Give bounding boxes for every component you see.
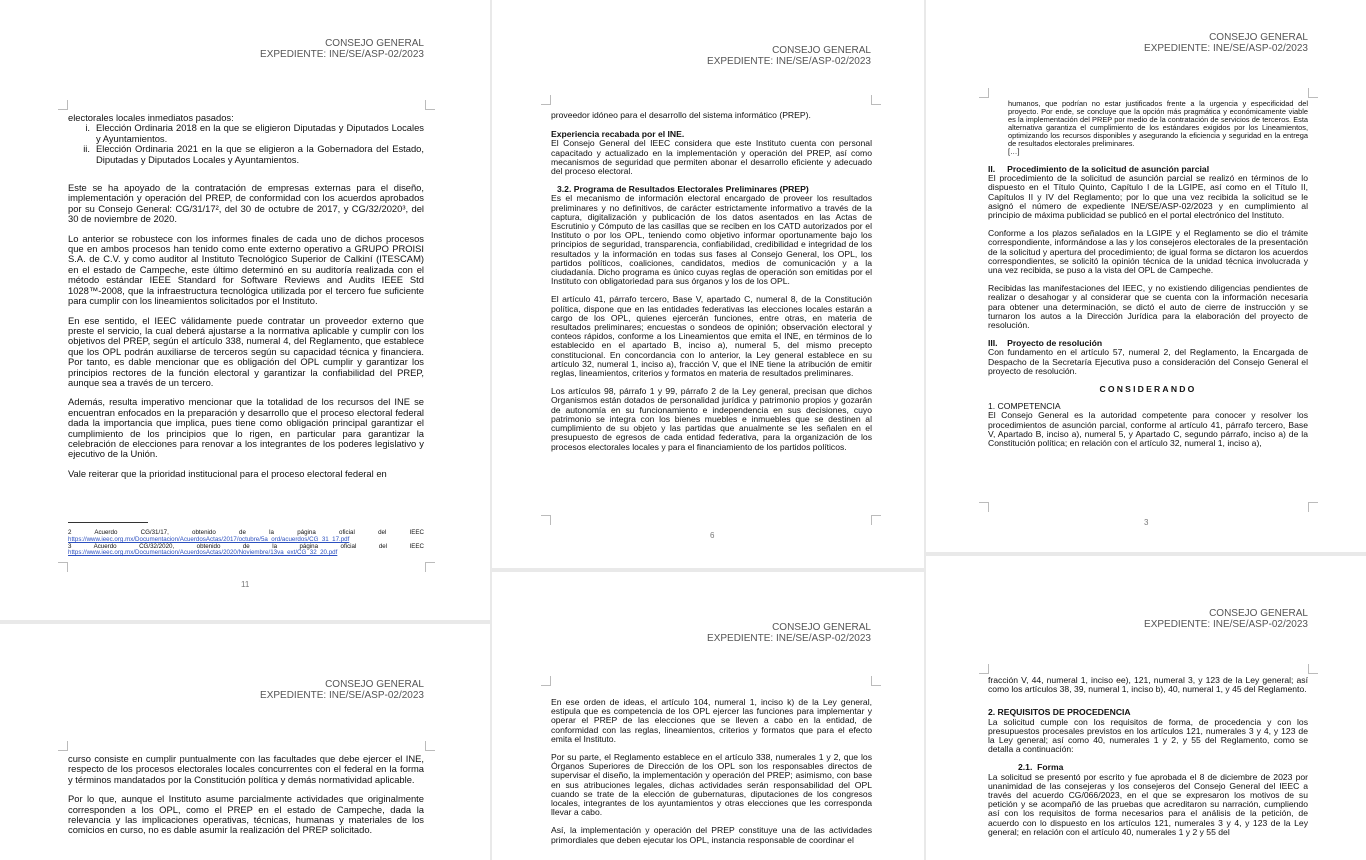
paragraph: En ese orden de ideas, el artículo 104, numeral 1, inciso k) de la Ley general, estipula que es competencia de los OPL ejercer las funciones para implementar y operar el PREP de las elecciones que se lleven a cabo en la entidad, de conformidad con las reglas, lineamientos, criterios y formatos que para el efecto emita el Instituto. — [551, 697, 872, 744]
header-line-2: EXPEDIENTE: INE/SE/ASP-02/2023 — [707, 633, 871, 644]
crop-mark — [871, 515, 881, 525]
footnote-label: 2 Acuerdo CG/31/17, obtenido de la página oficial del IEEC — [68, 529, 424, 536]
section-heading: 2.1. Forma — [1018, 762, 1064, 773]
paragraph: proveedor idóneo para el desarrollo del sistema informático (PREP). — [551, 110, 811, 120]
paragraph: Es el mecanismo de información electoral encargado de proveer los resultados preliminares y no definitivos, de carácter estrictamente informativo a través de la captura, digitalización y publicación de los datos asentados en las Actas de Escrutinio y Cómputo de las casillas que se reciben en los CATD autorizados por el Instituto o por los OPL, teniendo como objetivo informar oportunamente bajo los principios de seguridad, transparencia, confiabilidad, credibilidad e integridad de los resultados y la información en todas sus fases al Consejo General, los OPL, los partidos políticos, coaliciones, candidatos, medios de comunicación y a la ciudadanía. Dicho programa es único cuyas reglas de operación son emitidas por el Instituto con obligatoriedad para sus órganos y los de los OPL. — [551, 193, 872, 287]
paragraph: Recibidas las manifestaciones del IEEC, y no existiendo diligencias pendientes de realizar o desahogar y al considerar que se cuenta con la información necesaria para obtener una determinación, se dictó el auto de cierre de instrucción y se turnaron los autos a la Dirección Jurídica para la elaboración del proyecto de resolución. — [988, 283, 1308, 331]
footnote-rule — [68, 522, 148, 523]
crop-mark — [541, 676, 551, 686]
crop-mark — [425, 100, 435, 110]
crop-mark — [425, 741, 435, 751]
footnote-link[interactable]: https://www.ieec.org.mx/Documentacion/AcuerdosActas/2017/octubre/5a_ord/acuerdos/CG_31_17.pdf — [68, 535, 350, 543]
header-line-1: CONSEJO GENERAL — [772, 45, 871, 56]
header-line-1: CONSEJO GENERAL — [325, 38, 424, 49]
header-line-2: EXPEDIENTE: INE/SE/ASP-02/2023 — [707, 56, 871, 67]
paragraph: El Consejo General del IEEC considera que este Instituto cuenta con personal capacitado y actualizado en la implementación y operación del PREP, así como mecanismos de seguridad que permiten abonar el desarrollo eficiente y adecuado del proceso electoral. — [551, 138, 872, 177]
list-item — [68, 123, 424, 144]
list-item — [68, 144, 424, 165]
section-heading: 1. COMPETENCIA — [988, 401, 1061, 412]
paragraph: Por lo que, aunque el Instituto asume parcialmente actividades que originalmente corresponden a los OPL, como el PREP en el estado de Campeche, dada la relevancia y las implicaciones operativas, técnicas, humanas y materiales de los comicios en curso, no es dable asumir la realización del PREP solicitado. — [68, 793, 424, 836]
page-header — [260, 679, 424, 701]
document-page-11 — [0, 0, 490, 620]
page-header — [1144, 32, 1308, 54]
crop-mark — [871, 95, 881, 105]
paragraph: Por su parte, el Reglamento establece en el artículo 338, numerales 1 y 2, que los Órganos Superiores de Dirección de los OPL son los responsables directos de supervisar el diseño, la implementación y operación del PREP; asimismo, con base en sus atribuciones legales, dichas actividades serán responsabilidad del OPL cuando se trate de la elección de gubernaturas, diputaciones de los congresos locales, integrantes de los ayuntamientos y otras elecciones que les corresponda llevar a cabo. — [551, 752, 872, 818]
footnotes — [68, 530, 424, 557]
crop-mark — [541, 515, 551, 525]
page-header — [1144, 608, 1308, 630]
ellipsis: […] — [1008, 147, 1020, 156]
document-page-6 — [492, 0, 924, 568]
page-number: 6 — [710, 531, 715, 540]
header-line-2: EXPEDIENTE: INE/SE/ASP-02/2023 — [1144, 619, 1308, 630]
list-number: i. — [85, 122, 90, 134]
considerando-heading: CONSIDERANDO — [1099, 384, 1197, 395]
document-page-3 — [926, 0, 1366, 552]
section-heading: 2. REQUISITOS DE PROCEDENCIA — [988, 707, 1131, 718]
paragraph: Vale reiterar que la prioridad institucional para el proceso electoral federal en — [68, 467, 387, 479]
paragraph: Además, resulta imperativo mencionar que la totalidad de los recursos del INE se encuentran enfocados en la preparación y desarrollo que el proceso electoral federal dada la importancia que implica, pues tiene como obligación principal garantizar el cumplimiento de los principios que lo rigen, en particular para garantizar la celebración de elecciones para renovar a los integrantes de los poderes legislativo y ejecutivo de la Unión. — [68, 396, 424, 460]
section-heading: Experiencia recabada por el INE. — [551, 129, 685, 140]
crop-mark — [58, 100, 68, 110]
page-number: 11 — [241, 580, 250, 589]
paragraph: Lo anterior se robustece con los informes finales de cada uno de dichos procesos que en ambos procesos han tenido como ente externo operativo a GRUPO PROISI S.A. de C.V. y como auditor al Instituto Tecnológico Superior de Calkiní (ITESCAM) en el estado de Campeche, este último determinó en su auditoría realizada con el método estándar IEEE Standard for Software Reviews and Audits IEEE Std 1028™-2008, que la infraestructura tecnológica utilizada por el tercero fue suficiente para cumplir con los lineamientos solicitados por el Instituto. — [68, 232, 424, 307]
paragraph: La solicitud se presentó por escrito y fue aprobada el 8 de diciembre de 2023 por unanimidad de las consejeras y los consejeros del Consejo General del IEEC a través del acuerdo CG/066/2023, en el que se expresaron los motivos de su petición y se acompañó de las pruebas que acreditaron su narración, cumpliendo así con los requisitos de forma necesarios para el análisis de la petición, de acuerdo con lo dispuesto en los artículos 121, numerales 3 y 4, y 123 de la Ley general; en relación con el artículo 40, numerales 1 y 2 y 55 del — [988, 771, 1308, 837]
page-header — [707, 45, 871, 67]
header-line-1: CONSEJO GENERAL — [772, 622, 871, 633]
crop-mark — [979, 664, 989, 674]
paragraph: En ese sentido, el IEEC válidamente puede contratar un proveedor externo que preste el servicio, la cual deberá ajustarse a la normativa aplicable y cumplir con los objetivos del PREP, según el artículo 338, numeral 4, del Reglamento, que establece que los OPL podrán auxiliarse de terceros según su capacidad técnica y financiera. Por tanto, es dable mencionar que es obligación del OPL cumplir y garantizar los principios rectores de la función electoral y garantizar la confiabilidad del PREP, aunque sea a través de un tercero. — [68, 314, 424, 388]
page-header — [707, 622, 871, 644]
document-page-bottom-right — [926, 556, 1366, 860]
section-heading: II. Procedimiento de la solicitud de asunción parcial — [988, 164, 1210, 174]
paragraph: El Consejo General es la autoridad competente para conocer y resolver los procedimientos de asunción parcial, conforme al artículo 41, párrafo tercero, Base V, Apartado B, inciso a), numeral 5, y Apartado C, segundo párrafo, inciso a) de la Constitución política; en relación con el artículo 32, numeral 1, inciso a), — [988, 410, 1308, 449]
header-line-2: EXPEDIENTE: INE/SE/ASP-02/2023 — [1144, 43, 1308, 54]
header-line-1: CONSEJO GENERAL — [1209, 608, 1308, 619]
crop-mark — [1308, 502, 1318, 512]
paragraph: Así, la implementación y operación del PREP constituye una de las actividades primordiales que deben ejecutar los OPL, instancia responsable de coordinar el — [551, 825, 872, 845]
paragraph: Conforme a los plazos señalados en la LGIPE y el Reglamento se dio el trámite correspondiente, informándose a las y los consejeros electorales de la presentación de la solicitud y apertura del procedimiento; de igual forma se dictaron los acuerdos correspondientes, se solicitó la opinión técnica de la unidad técnica involucrada y una vez recibida, se puso a la vista del OPL de Campeche. — [988, 228, 1308, 276]
crop-mark — [58, 562, 68, 572]
intro-text: electorales locales inmediatos pasados: — [68, 112, 234, 123]
paragraph: El procedimiento de la solicitud de asunción parcial se realizó en términos de lo dispuesto en el Título Quinto, Capítulo I de la LGIPE, así como en el Título II, Capítulos II y IV del Reglamento; por lo que una vez recibida la solicitud se le asignó el número de expediente INE/SE/ASP-02/2023 y en cumplimiento al principio de máxima publicidad se publicó en el portal electrónico del Instituto. — [988, 173, 1308, 221]
document-page-bottom-middle — [492, 572, 924, 860]
page-body — [68, 754, 424, 845]
section-heading: 3.2. Programa de Resultados Electorales Preliminares (PREP) — [557, 184, 809, 195]
crop-mark — [1308, 664, 1318, 674]
paragraph: Los artículos 98, párrafo 1 y 99, párrafo 2 de la Ley general, precisan que dichos Organismos están dotados de personalidad jurídica y patrimonio propios y gozarán de autonomía en su funcionamiento e independencia en sus decisiones, cuyo patrimonio se integra con los bienes muebles e inmuebles que se destinen al cumplimiento de su objeto y las partidas que anualmente se les señalen en el presupuesto de egresos de cada entidad federativa, para la organización de los procesos electorales locales y para el financiamiento de los partidos políticos. — [551, 386, 872, 452]
list-number: ii. — [83, 143, 90, 155]
paragraph: La solicitud cumple con los requisitos de forma, de procedencia y con los presupuestos procesales previstos en los artículos 121, numerales 3 y 4, y 123 de la Ley general; así como 40, numerales 1 y 2, y 55 del Reglamento, como se detalla a continuación: — [988, 716, 1308, 755]
footnote-link[interactable]: https://www.ieec.org.mx/Documentacion/AcuerdosActas/2020/Noviembre/13va_ext/CG_32_20.pdf — [68, 549, 338, 557]
crop-mark — [871, 676, 881, 686]
crop-mark — [541, 95, 551, 105]
page-header — [260, 38, 424, 60]
paragraph: Este se ha apoyado de la contratación de empresas externas para el diseño, implementación y operación del PREP, de conformidad con los acuerdos aprobados por su Consejo General: CG/31/17², del 30 de octubre de 2017, y CG/32/2020³, del 30 de noviembre de 2020. — [68, 182, 424, 225]
page-number: 3 — [1144, 518, 1149, 527]
header-line-1: CONSEJO GENERAL — [1209, 32, 1308, 43]
list-text: Elección Ordinaria 2021 en la que se eligieron a la Gobernadora del Estado, Diputadas y Diputados Locales y Ayuntamientos. — [96, 143, 424, 165]
paragraph: fracción V, 44, numeral 1, inciso ee), 121, numeral 3, y 123 de la Ley general; así como los artículos 38, 39, numeral 1, inciso b), 40, numeral 1, y 45 del Reglamento. — [988, 675, 1308, 695]
page-body — [988, 676, 1308, 846]
footnote-label: 3 Acuerdo CG/32/2020, obtenido de la página oficial del IEEC — [68, 542, 424, 550]
crop-mark — [1308, 88, 1318, 98]
list-text: Elección Ordinaria 2018 en la que se eligieron Diputadas y Diputados Locales y Ayuntamientos. — [96, 122, 424, 144]
paragraph: curso consiste en cumplir puntualmente con las facultades que debe ejercer el INE, respecto de los procesos electorales locales concurrentes con el federal en la forma y términos mandatados por la Constitución política y demás normatividad aplicable. — [68, 753, 424, 785]
crop-mark — [979, 88, 989, 98]
crop-mark — [425, 562, 435, 572]
page-body — [551, 111, 872, 461]
crop-mark — [979, 502, 989, 512]
paragraph: Con fundamento en el artículo 57, numeral 2, del Reglamento, la Encargada de Despacho de la Secretaría Ejecutiva puso a consideración del Consejo General el proyecto de resolución. — [988, 347, 1308, 376]
document-page-bottom-left — [0, 624, 490, 860]
header-line-2: EXPEDIENTE: INE/SE/ASP-02/2023 — [260, 690, 424, 701]
quoted-text: humanos, que podrían no estar justificados frente a la urgencia y especificidad del proyecto. Por ende, se concluye que la opción más pragmática y económicamente viable es la implementación del PREP por medio de la contratación de servicios de terceros. Esta alternativa garantiza el cumplimiento de los estándares exigidos por los Lineamientos, optimizando los recursos disponibles y asegurando la eficiencia y seguridad en la entrega de resultados electorales preliminares. — [1008, 99, 1308, 148]
header-line-2: EXPEDIENTE: INE/SE/ASP-02/2023 — [260, 49, 424, 60]
header-line-1: CONSEJO GENERAL — [325, 679, 424, 690]
section-heading: III. Proyecto de resolución — [988, 338, 1103, 349]
page-body — [551, 698, 872, 854]
paragraph: El artículo 41, párrafo tercero, Base V, apartado C, numeral 8, de la Constitución política, dispone que en las entidades federativas las elecciones locales estarán a cargo de los OPL, quienes ejercerán funciones, entre otras, en materia de resultados preliminares; encuestas o sondeos de opinión; observación electoral y conteos rápidos, conforme a los Lineamientos que emita el INE, en términos de lo establecido en el apartado B, inciso a), numeral 5, del mismo precepto constitucional. En concordancia con lo anterior, la Ley general establece en su artículo 32, numeral 1, inciso a), fracción V, que el INE tiene la atribución de emitir reglas, lineamientos, criterios y formatos en materia de resultados preliminares. — [551, 294, 872, 379]
page-body — [68, 113, 424, 488]
page-body — [988, 100, 1308, 457]
crop-mark — [58, 741, 68, 751]
